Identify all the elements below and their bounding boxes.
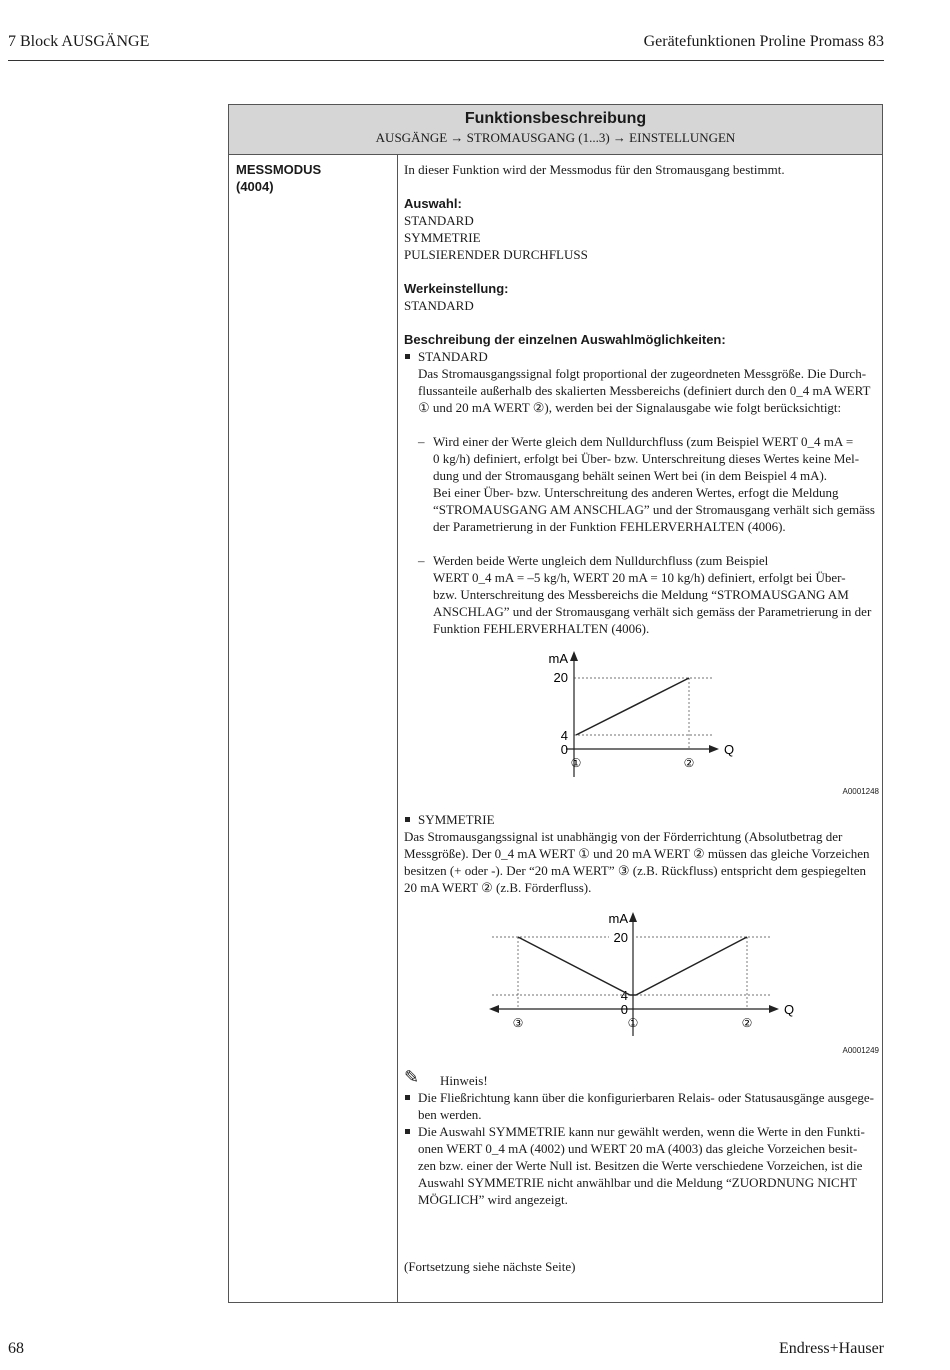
- text-line: onen WERT 0_4 mA (4002) und WERT 20 mA (4003) das gleiche Vorzeichen besit-: [418, 1141, 858, 1156]
- text-line: ANSCHLAG” und der Stromausgang verhält sich gemäss der Parametrierung in der: [433, 604, 872, 619]
- pencil-icon: ✎: [404, 1067, 420, 1087]
- text-line: dung und der Stromausgang behält seinen Wert bei (in dem Beispiel 4 mA).: [433, 468, 828, 483]
- menu-path: AUSGÄNGE → STROMAUSGANG (1...3) → EINSTELLUNGEN: [375, 130, 736, 145]
- y-tick-label: 4: [560, 728, 568, 743]
- x-axis-label: Q: [784, 1002, 795, 1017]
- text-line: “STROMAUSGANG AM ANSCHLAG” und der Stromausgang verhält sich gemäss: [433, 502, 875, 517]
- x-marker-label: ①: [570, 756, 582, 770]
- note-heading: [404, 1067, 879, 1089]
- text-line: 0 kg/h) definiert, erfolgt bei Über- bzw. Unterschreitung dieses Wertes keine Mel-: [433, 451, 860, 466]
- selection-item: STANDARD: [404, 213, 474, 228]
- text-line: flussanteile außerhalb des skalierten Messbereichs (definiert durch den 0_4 mA WERT: [418, 383, 871, 398]
- x-marker-label: ②: [741, 1016, 753, 1030]
- x-marker-label: ②: [683, 756, 695, 770]
- data-line: [576, 678, 689, 735]
- text-line: Das Stromausgangssignal ist unabhängig von der Förderrichtung (Absolutbetrag der: [404, 829, 843, 844]
- dash-item-1: [404, 433, 879, 535]
- y-axis-label: mA: [548, 651, 568, 666]
- continuation-note: (Fortsetzung siehe nächste Seite): [404, 1259, 576, 1274]
- standard-description: [404, 365, 879, 416]
- text-line: MÖGLICH” wird angezeigt.: [418, 1192, 568, 1207]
- description-label: Beschreibung der einzelnen Auswahlmöglichkeiten:: [404, 332, 726, 347]
- y-axis-arrow: [629, 912, 637, 922]
- y-tick-label: 0: [620, 1002, 628, 1017]
- x-axis-label: Q: [724, 742, 735, 757]
- description-cell: [404, 161, 879, 1275]
- table-header: [229, 105, 882, 155]
- text-line: – Wird einer der Werte gleich dem Nulldurchfluss (zum Beispiel WERT 0_4 mA =: [433, 434, 854, 449]
- y-axis-label: mA: [608, 911, 628, 926]
- factory-setting-value: STANDARD: [404, 298, 474, 313]
- text-line: 20 mA WERT ② (z.B. Förderfluss).: [404, 880, 592, 895]
- text-line: Die Fließrichtung kann über die konfigurierbaren Relais- oder Statusausgänge ausgege-: [418, 1090, 874, 1105]
- text-line: Das Stromausgangssignal folgt proportional der zugeordneten Messgröße. Die Durch-: [418, 366, 867, 381]
- table-title: Funktionsbeschreibung: [464, 110, 647, 127]
- selection-item: PULSIERENDER DURCHFLUSS: [404, 247, 588, 262]
- page-footer: [8, 1340, 884, 1360]
- symmetrie-title: SYMMETRIE: [404, 811, 879, 828]
- brand-name: Endress+Hauser: [779, 1340, 884, 1357]
- text-line: Messgröße). Der 0_4 mA WERT ① und 20 mA WERT ② müssen das gleiche Vorzeichen: [404, 846, 870, 861]
- standard-chart: [404, 637, 879, 787]
- text-line: ① und 20 mA WERT ②), werden bei der Signalausgabe wie folgt berücksichtigt:: [418, 400, 842, 415]
- y-tick-label: 20: [553, 670, 568, 685]
- dash-item-2: [404, 552, 879, 637]
- text-line: ben werden.: [418, 1107, 482, 1122]
- parameter-code: (4004): [236, 179, 274, 194]
- selection-label: Auswahl:: [404, 196, 462, 211]
- document-title: Gerätefunktionen Proline Promass 83: [643, 33, 884, 50]
- symmetrie-chart: [404, 896, 879, 1046]
- note-title: Hinweis!: [440, 1073, 488, 1088]
- x-axis-arrow: [709, 745, 719, 753]
- figure-code: A0001248: [842, 787, 879, 796]
- x-marker-label: ③: [512, 1016, 524, 1030]
- text-line: bzw. Unterschreitung des Messbereichs die Meldung “STROMAUSGANG AM: [433, 587, 849, 602]
- note-item: [404, 1123, 879, 1208]
- factory-setting-label: Werkeinstellung:: [404, 281, 509, 296]
- parameter-name: MESSMODUS: [236, 162, 322, 177]
- page-header: [8, 32, 884, 61]
- x-marker-label: ①: [627, 1016, 639, 1030]
- text-line: Funktion FEHLERVERHALTEN (4006).: [433, 621, 650, 636]
- text-line: Die Auswahl SYMMETRIE kann nur gewählt werden, wenn die Werte in den Funkti-: [418, 1124, 865, 1139]
- y-axis-arrow: [570, 651, 578, 661]
- function-table: [228, 104, 883, 1303]
- y-tick-label: 4: [620, 988, 628, 1003]
- text-line: – Werden beide Werte ungleich dem Nulldurchfluss (zum Beispiel: [433, 553, 769, 568]
- y-tick-label: 20: [613, 930, 628, 945]
- text-line: besitzen (+ oder -). Der “20 mA WERT” ③ (z.B. Rückfluss) entspricht dem gespiegelten: [404, 863, 867, 878]
- text-line: zen bzw. einer der Werte Null ist. Besitzen die Werte verschiedene Vorzeichen, ist die: [418, 1158, 863, 1173]
- text-line: der Parametrierung in der Funktion FEHLERVERHALTEN (4006).: [433, 519, 786, 534]
- parameter-cell: [236, 161, 386, 195]
- selection-item: SYMMETRIE: [404, 230, 481, 245]
- x-axis-arrow: [489, 1005, 499, 1013]
- intro-text: In dieser Funktion wird der Messmodus für den Stromausgang bestimmt.: [404, 162, 785, 177]
- figure-code: A0001249: [842, 1046, 879, 1055]
- column-divider: [397, 154, 398, 1302]
- standard-title: STANDARD: [404, 348, 879, 365]
- page-number: 68: [8, 1340, 24, 1357]
- y-tick-label: 0: [560, 742, 568, 757]
- text-line: Bei einer Über- bzw. Unterschreitung des anderen Wertes, erfogt die Meldung: [433, 485, 839, 500]
- text-line: WERT 0_4 mA = –5 kg/h, WERT 20 mA = 10 kg/h) definiert, erfolgt bei Über-: [433, 570, 846, 585]
- note-item: [404, 1089, 879, 1123]
- x-axis-arrow: [769, 1005, 779, 1013]
- chapter-title: 7 Block AUSGÄNGE: [8, 33, 150, 50]
- text-line: Auswahl SYMMETRIE nicht anwählbar und die Meldung “ZUORDNUNG NICHT: [418, 1175, 858, 1190]
